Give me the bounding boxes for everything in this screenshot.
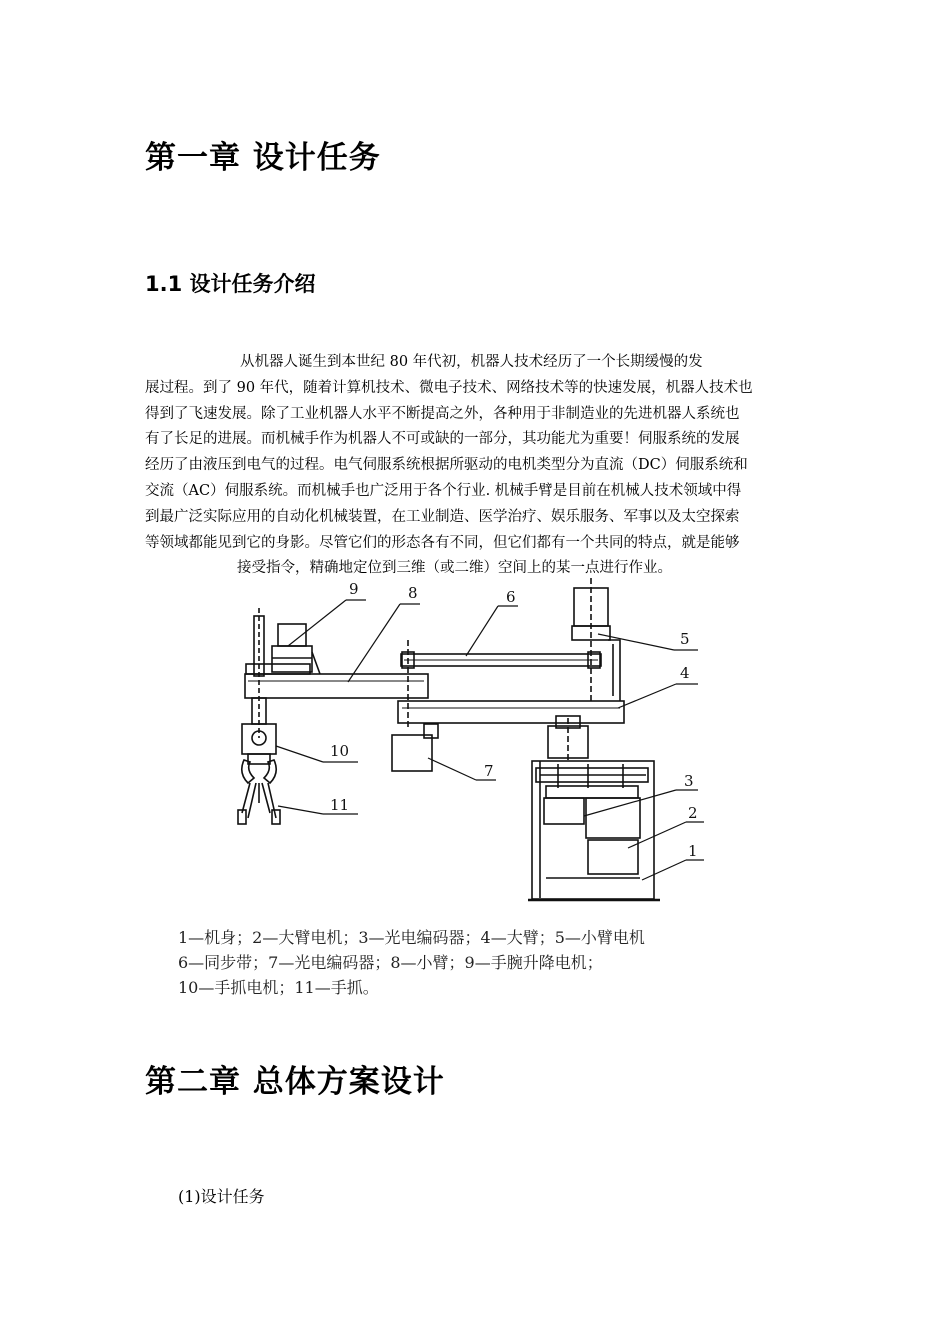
subsection-label: (1)设计任务: [178, 1187, 265, 1206]
paragraph-line: 到最广泛实际应用的自动化机械装置，在工业制造、医学治疗、娱乐服务、军事以及太空探索: [145, 508, 740, 525]
part-label-8: 8: [408, 584, 418, 602]
paragraph-line: 接受指令，精确地定位到三维（或二维）空间上的某一点进行作业。: [237, 560, 672, 577]
paragraph-line: 有了长足的进展。而机械手作为机器人不可或缺的一部分，其功能尤为重要！伺服系统的发展: [145, 431, 740, 448]
paragraph-line: 得到了飞速发展。除了工业机器人水平不断提高之外，各种用于非制造业的先进机器人系统也: [145, 405, 740, 422]
paragraph-line: 从机器人诞生到本世纪 80 年代初，机器人技术经历了一个长期缓慢的发: [240, 354, 703, 370]
big-arm: [398, 701, 624, 723]
caption-line: 10—手抓电机；11—手抓。: [178, 978, 379, 997]
encoder-7: [392, 735, 432, 771]
chapter-1-title: 第一章 设计任务: [145, 140, 381, 176]
paragraph-line: 等领域都能见到它的身影。尽管它们的形态各有不同，但它们都有一个共同的特点，就是能够: [145, 534, 740, 551]
small-arm: [245, 674, 428, 698]
figure-caption: [178, 925, 645, 1000]
gripper: [238, 754, 280, 824]
part-label-1: 1: [688, 842, 698, 860]
part-label-4: 4: [680, 664, 690, 682]
section-1-1-title: 1.1 设计任务介绍: [145, 272, 316, 296]
paragraph-line: 展过程。到了 90 年代，随着计算机技术、微电子技术、网络技术等的快速发展，机器人技术也: [145, 379, 753, 396]
intro-paragraph: [145, 350, 810, 582]
caption-line: 1—机身；2—大臂电机；3—光电编码器；4—大臂；5—小臂电机: [178, 928, 645, 947]
part-label-6: 6: [506, 588, 516, 606]
paragraph-line: 交流（AC）伺服系统。而机械手也广泛用于各个行业. 机械手臂是目前在机械人技术领域中得: [145, 482, 742, 499]
robot-arm-diagram: [228, 578, 718, 906]
part-label-7: 7: [484, 762, 494, 780]
paragraph-line: 经历了由液压到电气的过程。电气伺服系统根据所驱动的电机类型分为直流（DC）伺服系统和: [145, 457, 748, 474]
part-label-11: 11: [330, 796, 350, 814]
chapter-2-title: 第二章 总体方案设计: [145, 1064, 445, 1100]
part-label-3: 3: [684, 772, 694, 790]
part-label-5: 5: [680, 630, 690, 648]
part-label-10: 10: [330, 742, 350, 760]
part-label-2: 2: [688, 804, 698, 822]
caption-line: 6—同步带；7—光电编码器；8—小臂；9—手腕升降电机；: [178, 953, 603, 972]
part-label-9: 9: [349, 580, 359, 598]
